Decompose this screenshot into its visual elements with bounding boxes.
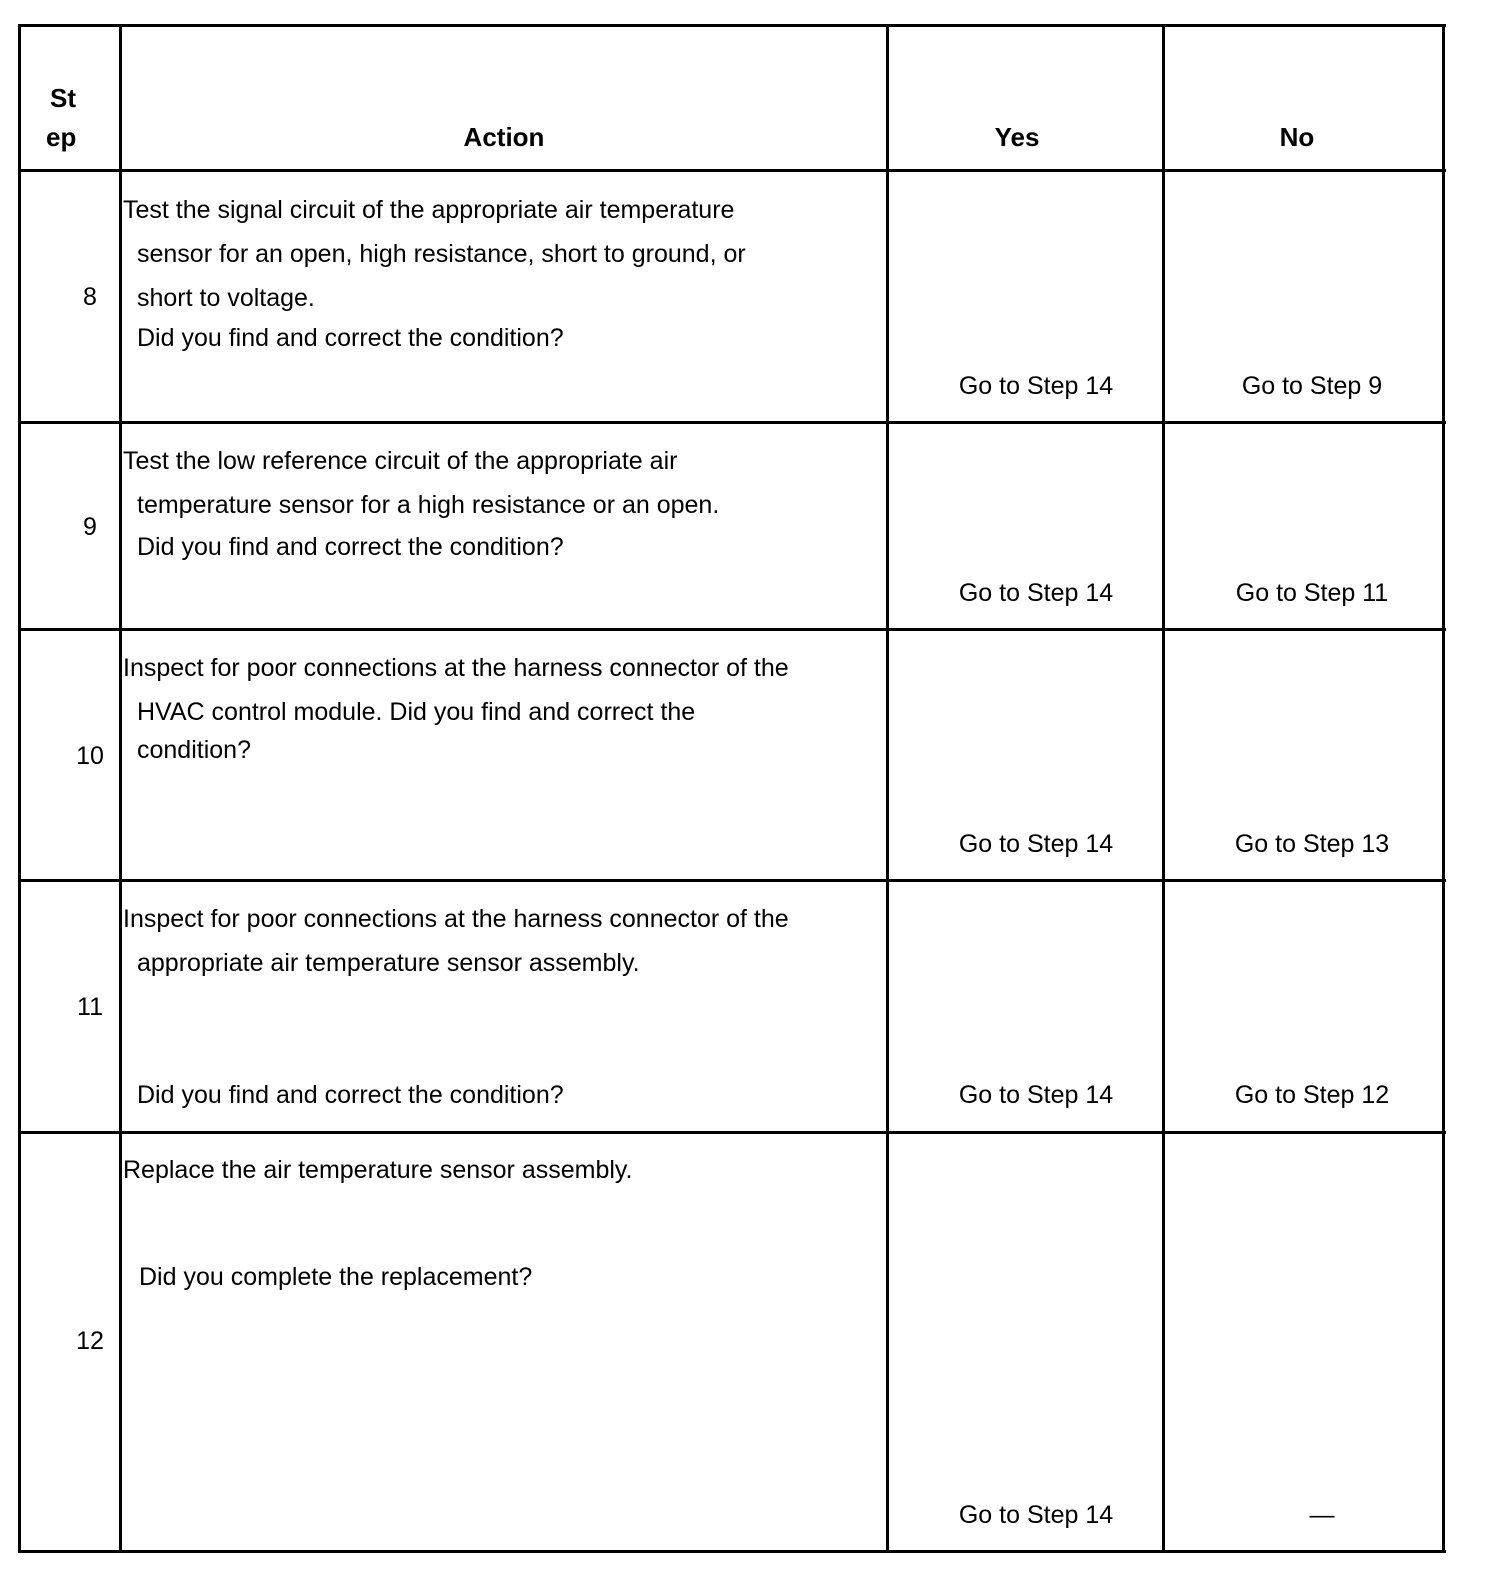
action-text-line: sensor for an open, high resistance, short to ground, or: [137, 240, 746, 268]
action-text-line: Inspect for poor connections at the harness connector of the: [123, 905, 789, 933]
action-text-line: Test the low reference circuit of the appropriate air: [123, 447, 678, 475]
table-left-border: [18, 24, 21, 1553]
row-divider: [18, 879, 1446, 882]
no-step-dash: —: [1309, 1501, 1335, 1529]
column-divider-yes: [1162, 24, 1165, 1553]
yes-step-link: Go to Step 14: [958, 1501, 1114, 1529]
header-step-line1: St: [50, 83, 76, 113]
action-text-line: Did you find and correct the condition?: [137, 1081, 564, 1109]
action-text-line: Inspect for poor connections at the harness connector of the: [123, 654, 789, 682]
no-step-link: Go to Step 11: [1235, 579, 1389, 607]
header-no: No: [1279, 122, 1315, 152]
table-top-border: [18, 24, 1446, 27]
column-divider-step: [119, 24, 122, 1553]
action-text-line: Did you complete the replacement?: [139, 1263, 533, 1291]
step-number: 9: [83, 513, 97, 541]
no-step-link: Go to Step 12: [1234, 1081, 1390, 1109]
yes-step-link: Go to Step 14: [958, 579, 1114, 607]
action-text-line: Test the signal circuit of the appropriate air temperature: [123, 196, 735, 224]
action-text-line: Did you find and correct the condition?: [137, 324, 564, 352]
step-number: 8: [83, 283, 97, 311]
no-step-link: Go to Step 13: [1234, 830, 1390, 858]
step-number: 12: [76, 1327, 104, 1355]
action-text-line: condition?: [137, 736, 251, 764]
action-text-line: appropriate air temperature sensor assembly.: [137, 949, 640, 977]
action-text-line: HVAC control module. Did you find and correct the: [137, 698, 696, 726]
table-right-border: [1442, 24, 1445, 1553]
no-step-link: Go to Step 9: [1241, 372, 1383, 400]
row-divider: [18, 421, 1446, 424]
step-number: 10: [76, 742, 104, 770]
yes-step-link: Go to Step 14: [958, 372, 1114, 400]
column-divider-action: [886, 24, 889, 1553]
row-divider: [18, 1131, 1446, 1134]
yes-step-link: Go to Step 14: [958, 1081, 1114, 1109]
row-divider: [18, 628, 1446, 631]
action-text-line: Did you find and correct the condition?: [137, 533, 564, 561]
step-number: 11: [77, 993, 103, 1021]
header-step-line2: ep: [46, 122, 77, 152]
action-text-line: temperature sensor for a high resistance or an open.: [137, 491, 720, 519]
header-bottom-border: [18, 169, 1446, 172]
header-action: Action: [463, 122, 545, 152]
header-yes: Yes: [994, 122, 1040, 152]
action-text-line: Replace the air temperature sensor assembly.: [123, 1156, 633, 1184]
yes-step-link: Go to Step 14: [958, 830, 1114, 858]
action-text-line: short to voltage.: [137, 284, 315, 312]
table-bottom-border: [18, 1550, 1446, 1553]
